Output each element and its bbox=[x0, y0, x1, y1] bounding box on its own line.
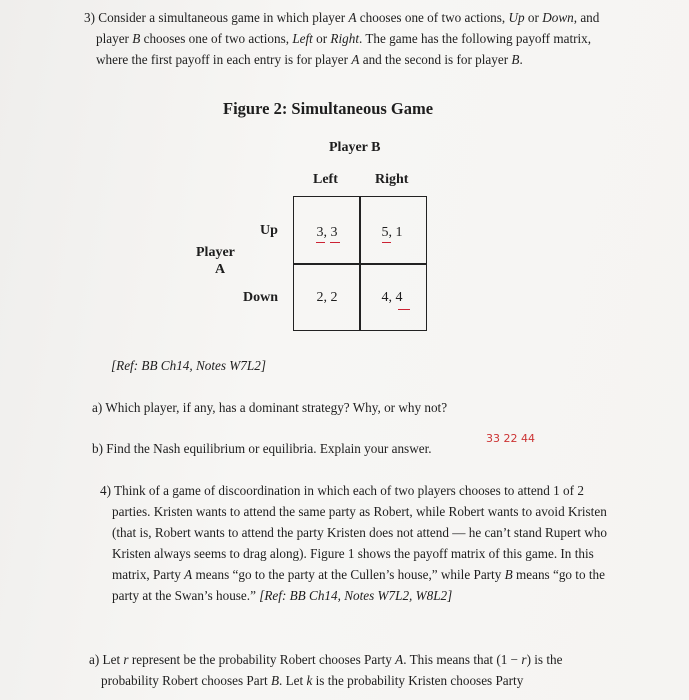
cell-up-right: 5, 1 bbox=[381, 225, 403, 240]
question-4-text: 4) Think of a game of discoordination in which each of two players chooses to attend 1 of 2 parties. Kristen wants to attend the same party as Robert, while Robert wants to avoid Kristen (that is, Robert wants to attend the party Kristen does not attend — he can’t stand Rupert who Kristen always seems to drag along). Figure 1 shows the payoff matrix of this game. In this matrix, Party A means “go to the party at the Cullen’s house,” while Party B means “go to the party at the Swan’s house.” [Ref: BB Ch14, Notes W7L2, W8L2] bbox=[100, 483, 607, 603]
q3-part-b: b) Find the Nash equilibrium or equilibria. Explain your answer. bbox=[92, 441, 432, 456]
handwritten-underline bbox=[330, 242, 340, 243]
col-left-label: Left bbox=[313, 172, 338, 187]
payoff-matrix bbox=[293, 196, 427, 331]
figure-title: Figure 2: Simultaneous Game bbox=[223, 99, 434, 118]
q3-reference: [Ref: BB Ch14, Notes W7L2] bbox=[111, 358, 266, 373]
cell-up-left: 3, 3 bbox=[316, 225, 338, 240]
col-right-label: Right bbox=[375, 172, 409, 187]
q3-part-a: a) Which player, if any, has a dominant strategy? Why, or why not? bbox=[92, 400, 448, 415]
cell-down-left: 2, 2 bbox=[316, 290, 338, 305]
handwritten-underline bbox=[316, 242, 325, 243]
player-a-letter: A bbox=[215, 262, 226, 277]
q4-part-a: a) Let r represent be the probability Robert chooses Party A. This means that (1 − r) is the probability Robert chooses Part B. Let k is the probability Kristen chooses Party bbox=[89, 652, 563, 688]
handwritten-underline bbox=[398, 309, 410, 310]
row-up-label: Up bbox=[260, 223, 278, 238]
row-down-label: Down bbox=[243, 290, 279, 305]
question-3-text: 3) Consider a simultaneous game in which player A chooses one of two actions, Up or Down, and player B chooses one of two actions, Left or Right. The game has the following payoff matrix, where the first payoff in each entry is for player A and the second is for player B. bbox=[84, 10, 600, 67]
player-a-label: Player bbox=[196, 245, 235, 260]
player-b-label: Player B bbox=[329, 140, 381, 155]
handwritten-note: 33 22 44 bbox=[486, 432, 535, 445]
handwritten-underline bbox=[382, 242, 391, 243]
cell-down-right: 4, 4 bbox=[381, 290, 403, 305]
matrix-divider-horizontal bbox=[294, 263, 426, 265]
